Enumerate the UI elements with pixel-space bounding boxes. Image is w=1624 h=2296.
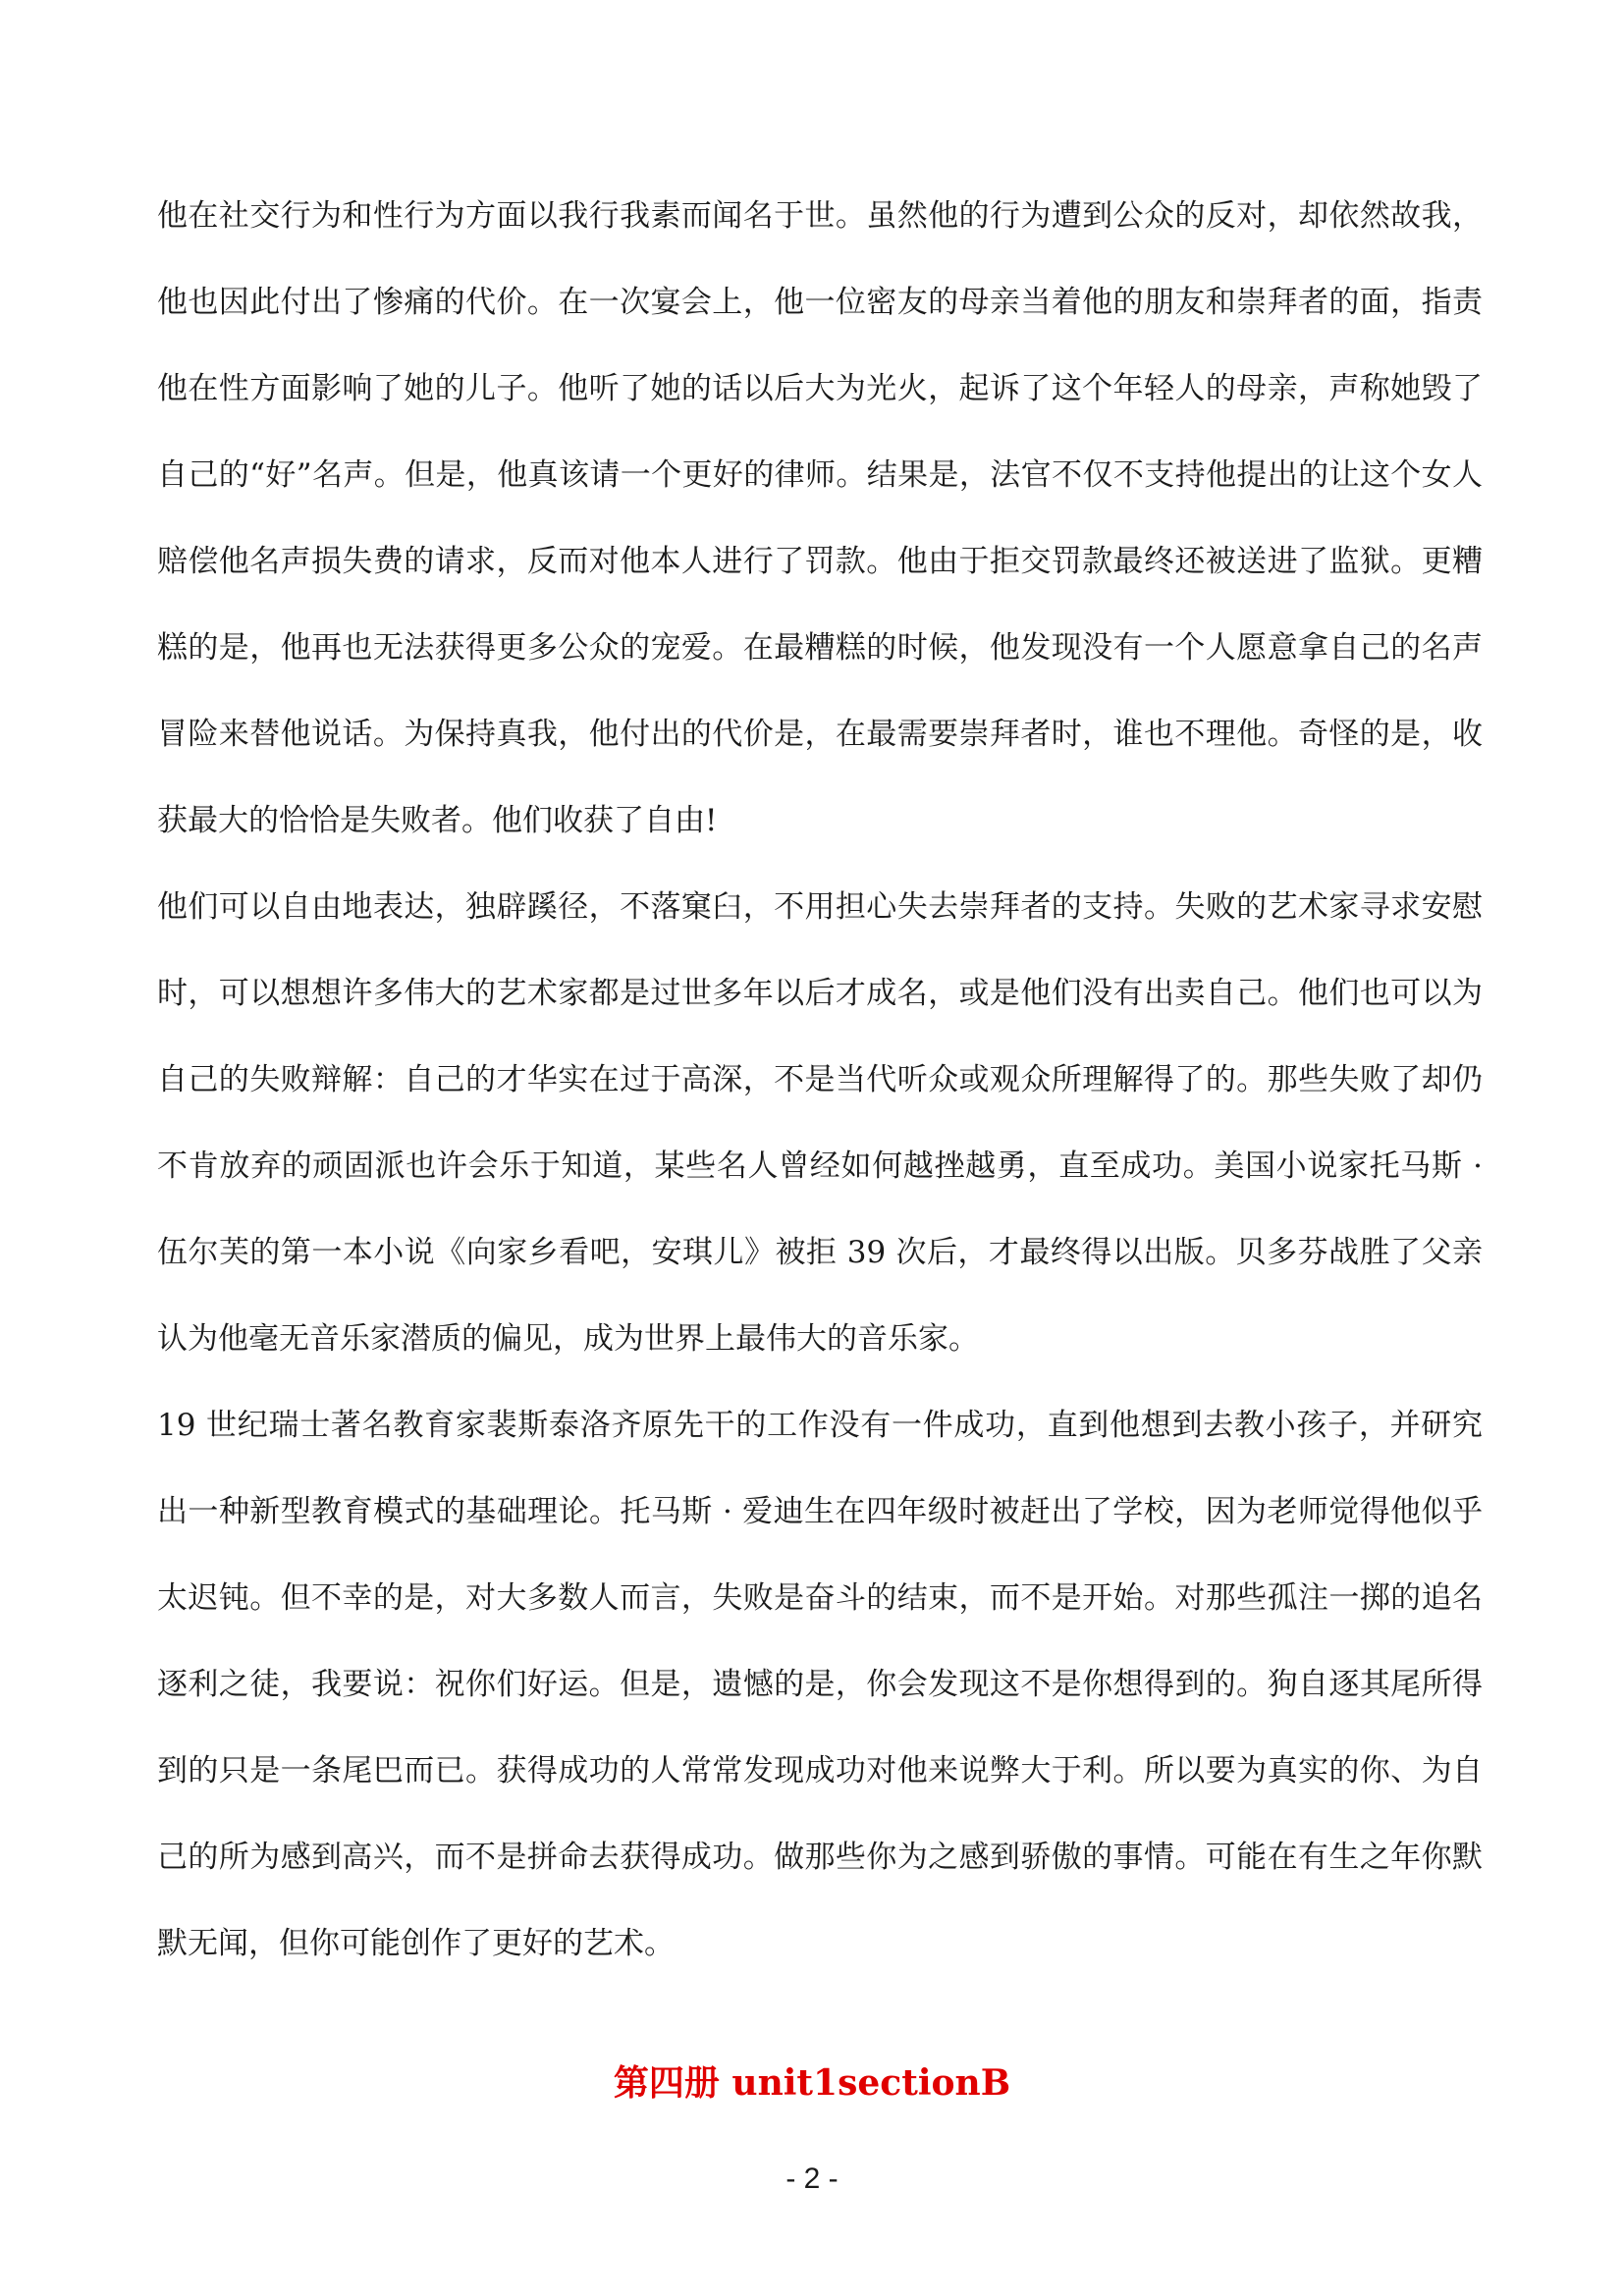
- paragraph-3: 19 世纪瑞士著名教育家裴斯泰洛齐原先干的工作没有一件成功，直到他想到去教小孩子，并研究出一种新型教育模式的基础理论。托马斯 · 爱迪生在四年级时被赶出了学校，因为老师觉得他似乎太迟钝。但不幸的是，对大多数人而言，失败是奋斗的结束，而不是开始。对那些孤注一掷的追名逐利之徒，我要说：祝你们好运。但是，遗憾的是，你会发现这不是你想得到的。狗自逐其尾所得到的只是一条尾巴而已。获得成功的人常常发现成功对他来说弊大于利。所以要为真实的你、为自己的所为感到高兴，而不是拼命去获得成功。做那些你为之感到骄傲的事情。可能在有生之年你默默无闻，但你可能创作了更好的艺术。: [157, 1408, 1483, 1961]
- paragraph-2: 他们可以自由地表达，独辟蹊径，不落窠臼，不用担心失去崇拜者的支持。失败的艺术家寻求安慰时，可以想想许多伟大的艺术家都是过世多年以后才成名，或是他们没有出卖自己。他们也可以为自己的失败辩解：自己的才华实在过于高深，不是当代听众或观众所理解得了的。那些失败了却仍不肯放弃的顽固派也许会乐于知道，某些名人曾经如何越挫越勇，直至成功。美国小说家托马斯 · 伍尔芙的第一本小说《向家乡看吧，安琪儿》被拒 39 次后，才最终得以出版。贝多芬战胜了父亲认为他毫无音乐家潜质的偏见，成为世界上最伟大的音乐家。: [157, 889, 1483, 1357]
- section-heading: 第四册 unit1sectionB: [613, 2062, 1011, 2104]
- page-number: - 2 -: [785, 2163, 839, 2195]
- paragraph-1: 他在社交行为和性行为方面以我行我素而闻名于世。虽然他的行为遭到公众的反对，却依然故我，他也因此付出了惨痛的代价。在一次宴会上，他一位密友的母亲当着他的朋友和崇拜者的面，指责他在性方面影响了她的儿子。他听了她的话以后大为光火，起诉了这个年轻人的母亲，声称她毁了自己的“好”名声。但是，他真该请一个更好的律师。结果是，法官不仅不支持他提出的让这个女人赔偿他名声损失费的请求，反而对他本人进行了罚款。他由于拒交罚款最终还被送进了监狱。更糟糕的是，他再也无法获得更多公众的宠爱。在最糟糕的时候，他发现没有一个人愿意拿自己的名声冒险来替他说话。为保持真我，他付出的代价是，在最需要崇拜者时，谁也不理他。奇怪的是，收获最大的恰恰是失败者。他们收获了自由!: [157, 198, 1483, 838]
- body-text: [157, 173, 1483, 1987]
